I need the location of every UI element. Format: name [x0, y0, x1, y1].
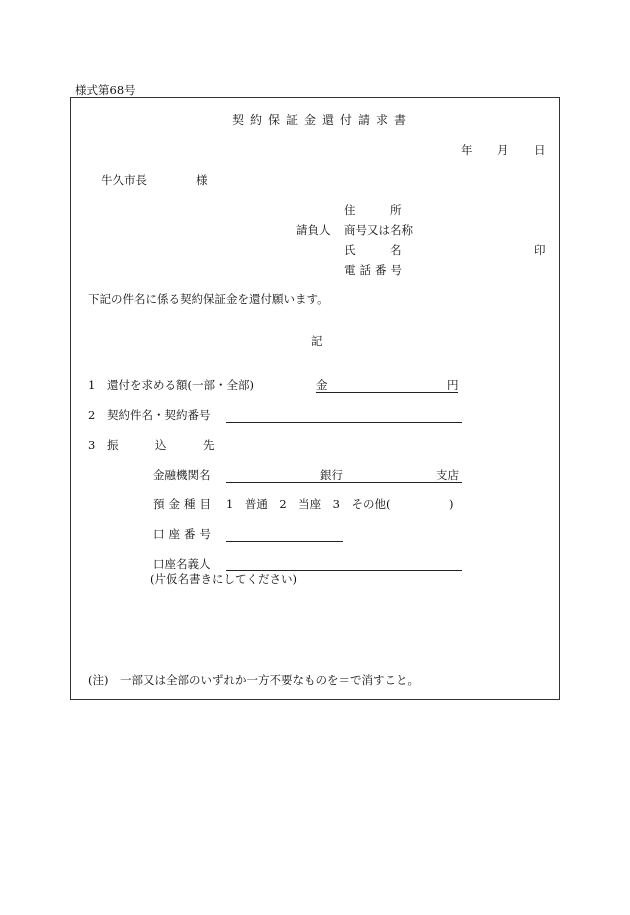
deposit-close: )	[449, 497, 454, 511]
company-label: 商号又は名称	[344, 223, 413, 237]
item1-amount-line[interactable]	[316, 392, 458, 393]
account-number-line[interactable]	[226, 541, 343, 542]
bank-line[interactable]	[226, 482, 462, 483]
applicant-role: 請負人	[296, 223, 331, 237]
date-year: 年	[461, 143, 473, 157]
footnote: (注) 一部又は全部のいずれか一方不要なものを＝で消すこと。	[88, 673, 419, 687]
item1-yen: 円	[447, 378, 459, 392]
form-number: 様式第68号	[75, 83, 136, 97]
bank-suffix: 銀行	[320, 468, 343, 482]
account-number-label: 口座番号	[153, 527, 215, 541]
deposit-label: 預金種目	[153, 497, 215, 511]
holder-note: (片仮名書きにしてください)	[150, 572, 297, 586]
seal-mark: 印	[534, 243, 546, 257]
date-day: 日	[534, 143, 546, 157]
intro-text: 下記の件名に係る契約保証金を還付願います。	[88, 292, 329, 306]
item1-kin: 金	[316, 378, 328, 392]
date-month: 月	[497, 143, 509, 157]
bank-label: 金融機関名	[153, 468, 211, 482]
deposit-options[interactable]: 1 普通 2 当座 3 その他(	[226, 497, 391, 511]
ki-heading: 記	[311, 334, 323, 348]
address-label: 住 所	[344, 203, 402, 217]
addressee-name: 牛久市長	[101, 173, 147, 187]
form-frame	[70, 97, 560, 700]
name-label: 氏 名	[344, 243, 402, 257]
item2-label: 契約件名・契約番号	[107, 408, 211, 422]
holder-line[interactable]	[226, 570, 462, 571]
item1-number: 1	[88, 378, 96, 392]
branch-suffix: 支店	[436, 468, 459, 482]
item1-label: 還付を求める額(一部・全部)	[107, 378, 254, 392]
item3-label-b: 込	[155, 438, 167, 452]
holder-label: 口座名義人	[153, 557, 211, 571]
item3-label-a: 振	[107, 438, 119, 452]
item3-number: 3	[88, 438, 96, 452]
addressee-honorific: 様	[196, 173, 208, 187]
item2-contract-line[interactable]	[226, 422, 462, 423]
form-title: 契約保証金還付請求書	[232, 113, 413, 127]
phone-label: 電話番号	[344, 263, 406, 277]
item3-label-c: 先	[203, 438, 215, 452]
item2-number: 2	[88, 408, 96, 422]
